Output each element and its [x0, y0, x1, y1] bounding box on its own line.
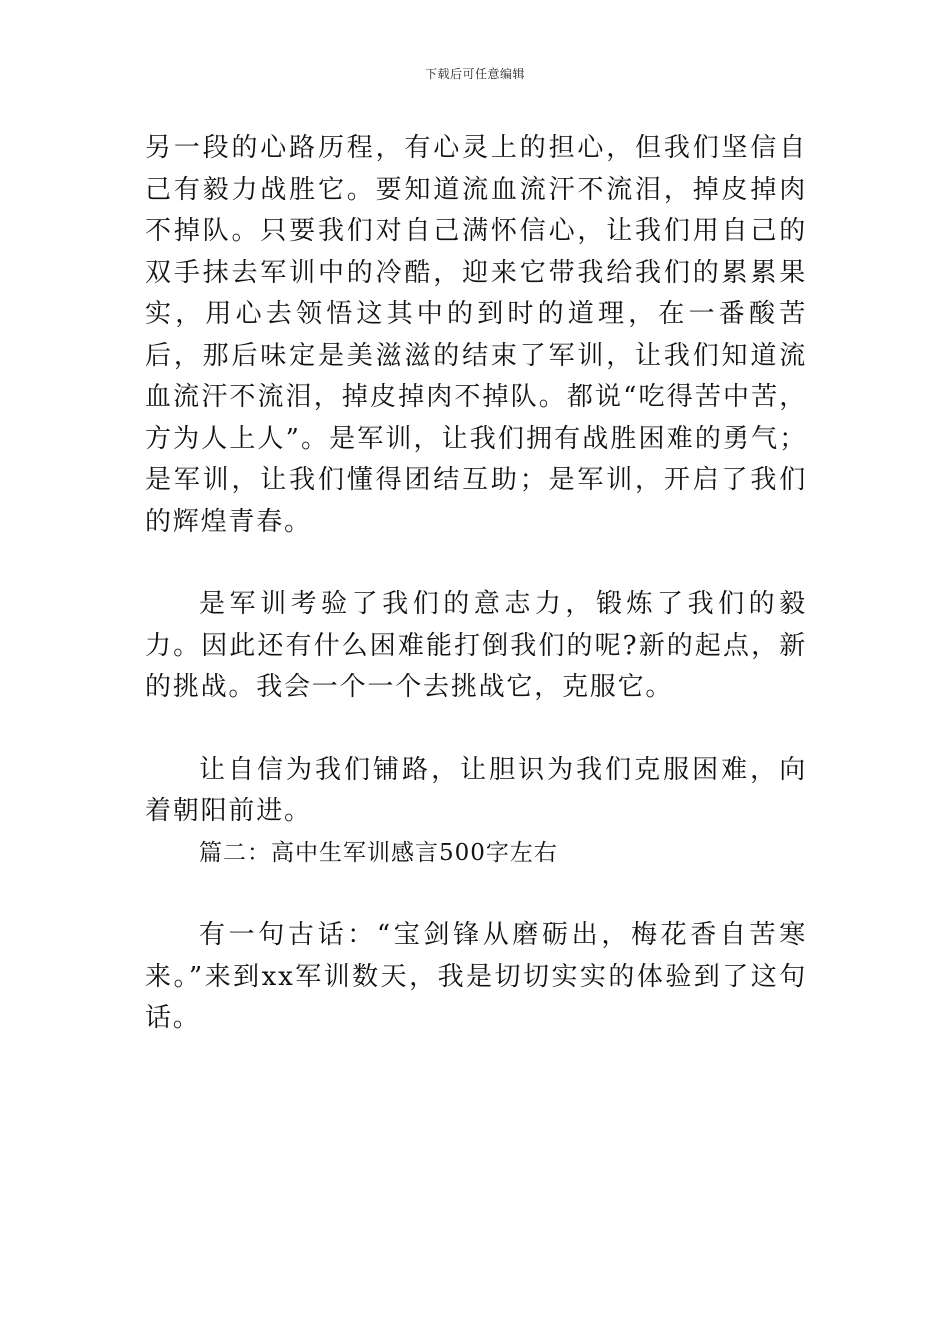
- paragraph-3: 让自信为我们铺路，让胆识为我们克服困难，向着朝阳前进。: [145, 754, 807, 826]
- document-body: [145, 128, 807, 1040]
- section-heading: 篇二：高中生军训感言500字左右: [199, 839, 558, 866]
- page-header-watermark: 下载后可任意编辑: [424, 67, 525, 81]
- paragraph-2: 是军训考验了我们的意志力，锻炼了我们的毅力。因此还有什么困难能打倒我们的呢?新的起点，新的挑战。我会一个一个去挑战它，克服它。: [145, 589, 807, 702]
- paragraph-4: 有一句古话：“宝剑锋从磨砺出，梅花香自苦寒来。”来到xx军训数天，我是切切实实的体验到了这句话。: [145, 920, 807, 1033]
- paragraph-1: 另一段的心路历程，有心灵上的担心，但我们坚信自己有毅力战胜它。要知道流血流汗不流泪，掉皮掉肉不掉队。只要我们对自己满怀信心，让我们用自己的双手抹去军训中的冷酷，迎来它带我给我们的累累果实，用心去领悟这其中的到时的道理，在一番酸苦后，那后味定是美滋滋的结束了军训，让我们知道流血流汗不流泪，掉皮掉肉不掉队。都说“吃得苦中苦，方为人上人”。是军训，让我们拥有战胜困难的勇气；是军训，让我们懂得团结互助；是军训，开启了我们的辉煌青春。: [145, 133, 807, 537]
